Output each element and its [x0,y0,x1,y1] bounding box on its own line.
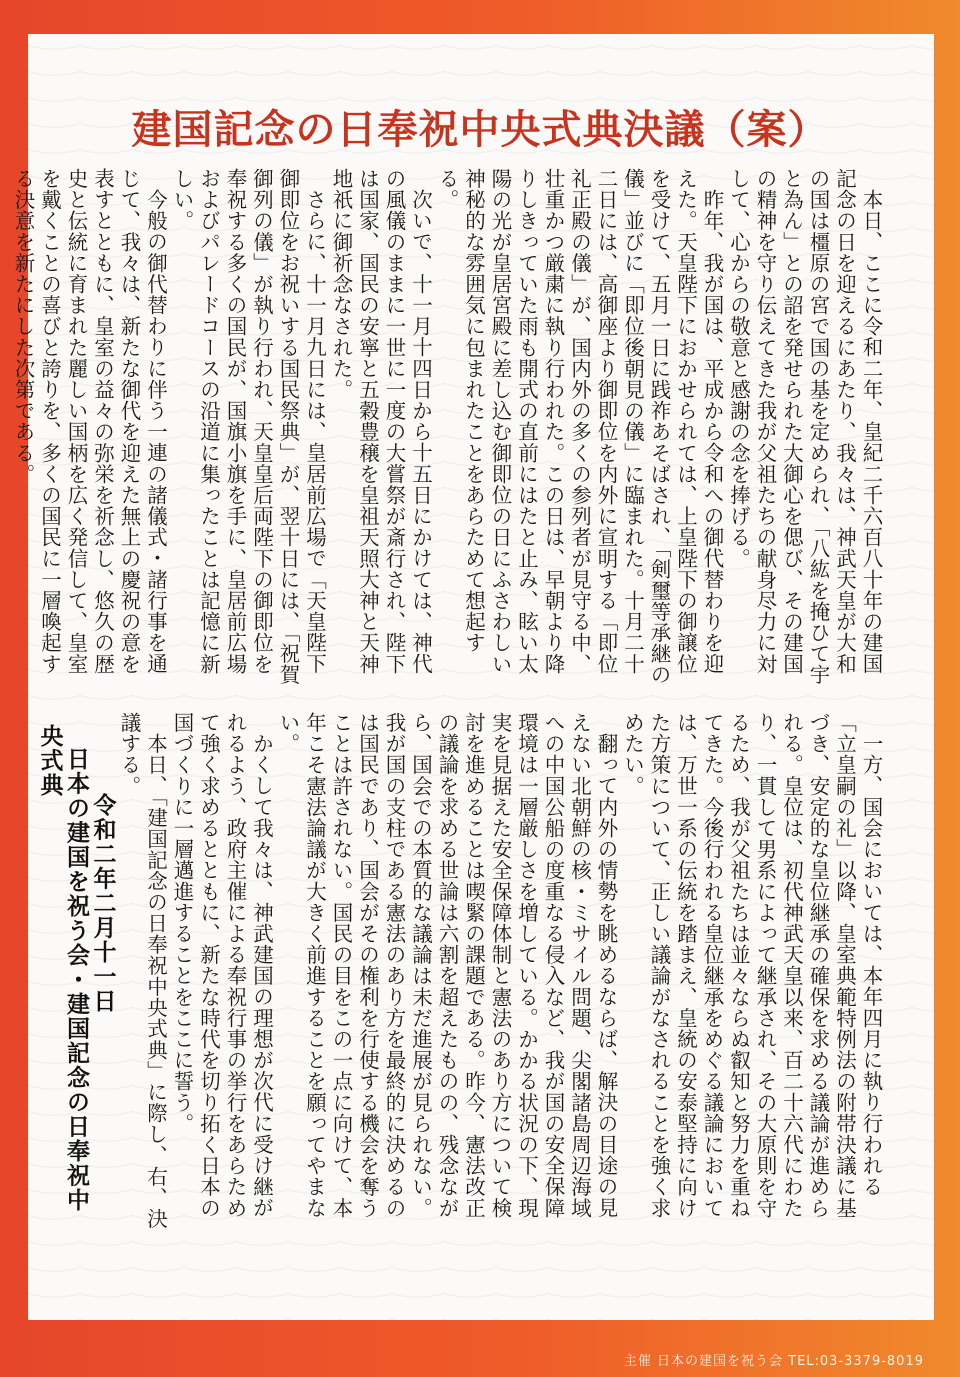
paragraph: 今般の御代替わりに伴う一連の諸儀式・諸行事を通じて、我々は、新たな御代を迎えた無上の慶祝の意を表すとともに、皇室の益々の弥栄を祈念し、悠久の歴史と伝統に育まれた麗しい国柄を広く発信して、皇室を戴くことの喜びと誇りを、多くの国民に一層喚起する決意を新たにした次第である。 [11,168,168,675]
paragraph: さらに、十一月九日には、皇居前広場で「天皇陛下御即位をお祝いする国民祭典」が、翌十日には、「祝賀御列の儀」が執り行われ、天皇皇后両陛下の御即位を奉祝する多くの国民が、国旗小旗を手に、皇居前広場およびパレードコースの沿道に集ったことは記憶に新しい。 [170,168,327,686]
resolution-date: 令和二年二月十一日 [89,792,116,1013]
paragraph: 次いで、十一月十四日から十五日にかけては、神代の風儀のままに一世に一度の大嘗祭が斎行され、陛下は国家、国民の安寧と五穀豊穣を皇祖天照大神と天神地祇に御祈念なされた。 [329,168,433,675]
paragraph: 本日、「建国記念の日奉祝中央式典」に際し、右、決議する。 [117,712,168,1229]
paragraph: 昨年、我が国は、平成から令和への御代替わりを迎えた。天皇陛下におかせられては、上皇陛下の御譲位を受けて、五月一日に践祚あそばされ、「剣璽等承継の儀」並びに「即位後朝見の儀」に臨まれた。十月二十二日には、高御座より御即位を内外に宣明する「即位礼正殿の儀」が、国内外の多くの参列者が見守る中、壮重かつ厳粛に執り行われた。この日は、早朝より降りしきっていた雨も開式の直前にはたと止み、眩い太陽の光が皇居宮殿に差し込む御即位の日にふさわしい神秘的な雰囲気に包まれたことをあらためて想起する。 [435,168,724,686]
paragraph: 一方、国会においては、本年四月に執り行われる「立皇嗣の礼」以降、皇室典範特例法の附帯決議に基づき、安定的な皇位継承の確保を求める議論が進められる。皇位は、初代神武天皇以来、百二十六代にわたり、一貫して男系によって継承され、その大原則を守るため、我が父祖たちは並々ならぬ叡知と努力を重ねてきた。今後行われる皇位継承をめぐる議論においては、万世一系の伝統を踏まえ、皇統の安泰堅持に向けた方策について、正しい議論がなされることを強く求めたい。 [620,712,883,1219]
upper-text-block [11,168,884,688]
paragraph: 本日、ここに令和二年、皇紀二千六百八十年の建国記念の日を迎えるにあたり、我々は、神武天皇が大和の国は橿原の宮で国の基を定められ、「八紘を掩ひて宇と為ん」との詔を発せられた大御心を偲び、その建国の精神を守り伝えてきた我が父祖たちの献身尽力に対して、心からの敬意と感謝の念を捧げる。 [726,168,883,686]
paragraph: かくして我々は、神武建国の理想が次代に受け継がれるよう、政府主催による奉祝行事の挙行をあらためて強く求めるとともに、新たな時代を切り拓く日本の国づくりに一層邁進することをここに誓う。 [170,712,274,1219]
lower-text-block [36,712,884,1232]
footer-contact: 主催 日本の建国を祝う会 TEL:03-3379-8019 [623,1354,924,1369]
page-title: 建国記念の日奉祝中央式典決議（案） [131,106,829,153]
paragraph: 翻って内外の情勢を眺めるならば、解決の目途の見えない北朝鮮の核・ミサイル問題、尖閣諸島周辺海域への中国公船の度重なる侵入など、我が国の安全保障環境は一層厳しさを増している。かかる状況の下、現実を見据えた安全保障体制と憲法のあり方について検討を進めることは喫緊の課題である。昨今、憲法改正の議論を求める世論は六割を超えたものの、残念ながら、国会での本質的な議論は未だ進展が見られない。我が国の支柱である憲法のあり方を最終的に決めるのは国民であり、国会がその権利を行使する機会を奪うことは許されない。国民の目をこの一点に向けて、本年こそ憲法論議が大きく前進することを願ってやまない。 [276,712,618,1219]
organization-name: 日本の建国を祝う会・建国記念の日奉祝中央式典 [36,723,89,1212]
